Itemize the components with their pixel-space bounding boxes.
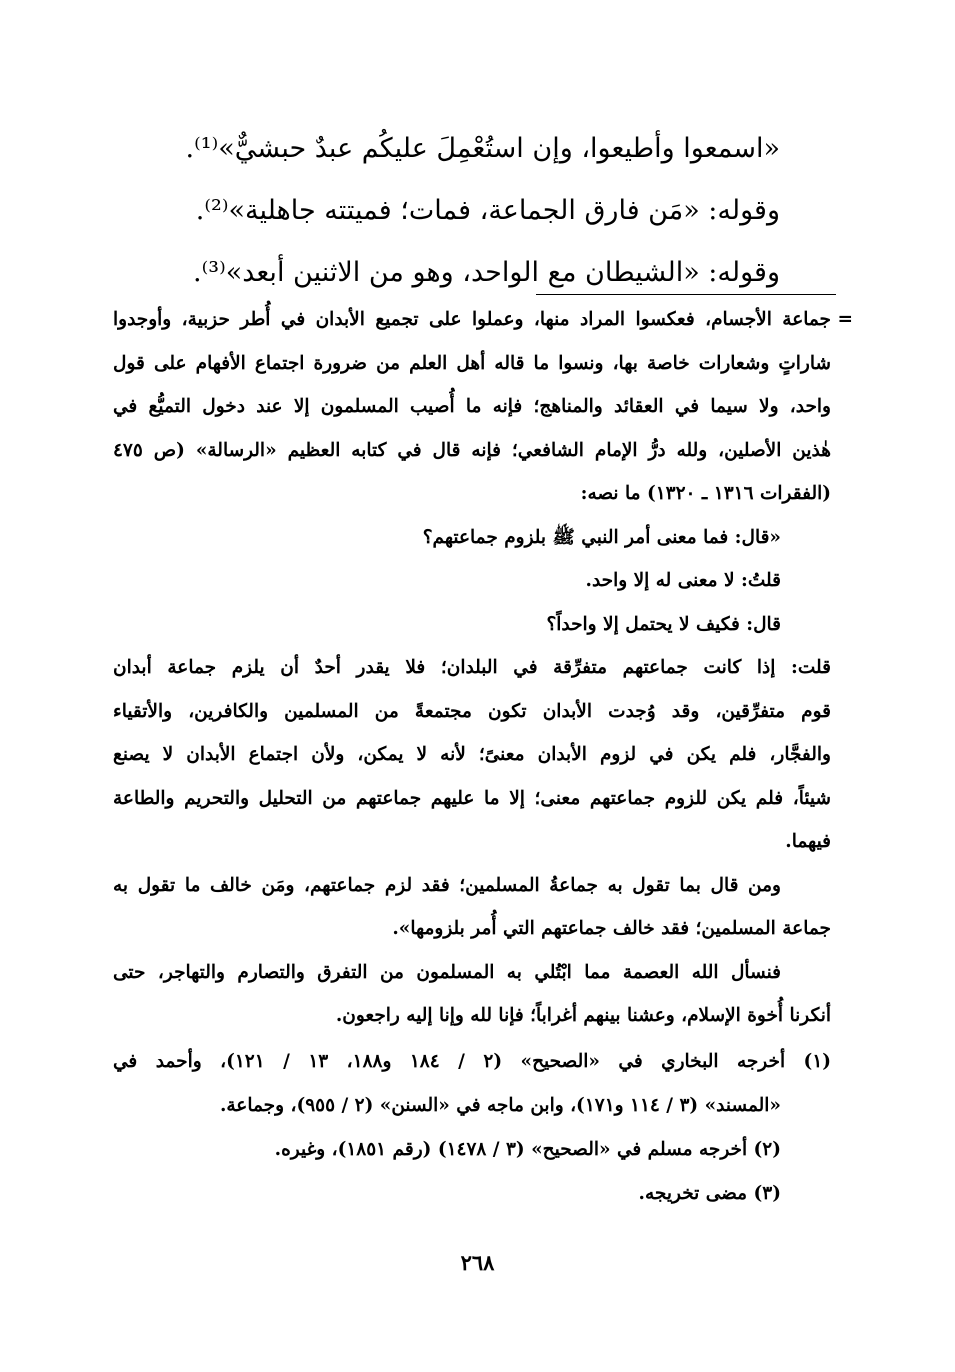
footnotes (113, 1040, 831, 1216)
footnote-1: (١) أخرجه البخاري في «الصحيح» (٢ / ١٨٤ و١٨٨، ١٣ / ١٢١)، وأحمد في (113, 1051, 832, 1072)
note-line: أنكرنا أُخوة الإسلام، وعشنا بينهم أغراباً؛ فإنا لله وإنا إليه راجعون. (335, 1005, 831, 1026)
quote-line: قوم متفرِّقين، وقد وُجدت الأبدان تكون مجتمعةً من المسلمين والكافرين، والأتقياء (113, 700, 831, 722)
quote-line: جماعة المسلمين؛ فقد خالف جماعتهم التي أُمر بلزومها». (392, 918, 831, 939)
quote-line: والفجَّار، فلم يكن في لزوم الأبدان معنىً؛ لأنه لا يمكن، ولأن اجتماع الأبدان لا يصنع (113, 744, 831, 765)
hadith-line: وقوله: «مَن فارق الجماعة، فمات؛ فميتته جاهلية»⁽²⁾. (195, 195, 780, 226)
note-line: (الفقرات ١٣١٦ ـ ١٣٢٠) ما نصه: (580, 483, 831, 504)
footnote-3: (٣) مضى تخريجه. (638, 1183, 781, 1204)
quote-line: ومن قال بما تقول به جماعةُ المسلمين؛ فقد لزم جماعتهم، ومَن خالف ما تقول به (113, 874, 781, 896)
hadith-line: «اسمعوا وأطيعوا، وإن استُعْمِلَ عليكُم عبدٌ حبشيٌّ»⁽¹⁾. (185, 133, 780, 164)
quote-line: قلت: إذا كانت جماعتهم متفرِّقة في البلدان؛ فلا يقدر أحدٌ أن يلزم جماعة أبدان (113, 657, 831, 678)
page-number: ٢٦٨ (460, 1250, 495, 1275)
main-text (120, 118, 780, 304)
note-line: هٰذين الأصلين، ولله درُّ الإمام الشافعي؛ فإنه قال في كتابه العظيم «الرسالة» (ص ٤٧٥ (113, 439, 831, 461)
note-line: شاراتٍ وشعارات خاصة بها، ونسوا ما قاله أهل العلم من ضرورة اجتماع الأفهام على قول (113, 352, 831, 374)
hadith-line: وقوله: «الشيطان مع الواحد، وهو من الاثنين أبعد»⁽³⁾. (193, 257, 780, 288)
footnote-separator (536, 294, 836, 295)
note-line: فنسأل الله العصمة مما ابْتُلي به المسلمون من التفرق والتصارم والتهاجر، حتى (113, 961, 781, 983)
quote-line: قال: فكيف لا يحتمل إلا واحداً؟ (546, 613, 781, 635)
quote-line: «قال: فما معنى أمر النبي ﷺ بلزوم جماعتهم؟ (422, 526, 781, 548)
continuation-mark: = (837, 309, 853, 330)
footnote-2: (٢) أخرجه مسلم في «الصحيح» (٣ / ١٤٧٨) (رقم ١٨٥١)، وغيره. (274, 1139, 781, 1160)
note-line: واحد، ولا سيما في العقائد والمناهج؛ فإنه ما أُصيب المسلمون إلا عند دخول التميُّع في (113, 396, 831, 417)
footnote-1-cont: «المسند» (٣ / ١١٤ و١٧١)، وابن ماجه في «السنن» (٢ / ٩٥٥)، وجماعة. (219, 1095, 781, 1116)
note-line (113, 298, 853, 342)
continued-footnote (113, 298, 853, 1038)
quote-line: فيهما. (785, 831, 831, 852)
quote-line: قلتُ: لا معنى له إلا واحد. (585, 570, 781, 591)
quote-line: شيئاً، فلم يكن للزوم جماعتهم معنى؛ إلا ما عليهم جماعتهم من التحليل والتحريم والطاعة (113, 787, 831, 809)
note-line-text: جماعة الأجسام، فعكسوا المراد منها، وعملوا على تجميع الأبدان في أُطر حزبية، وأوجدوا (113, 309, 831, 330)
